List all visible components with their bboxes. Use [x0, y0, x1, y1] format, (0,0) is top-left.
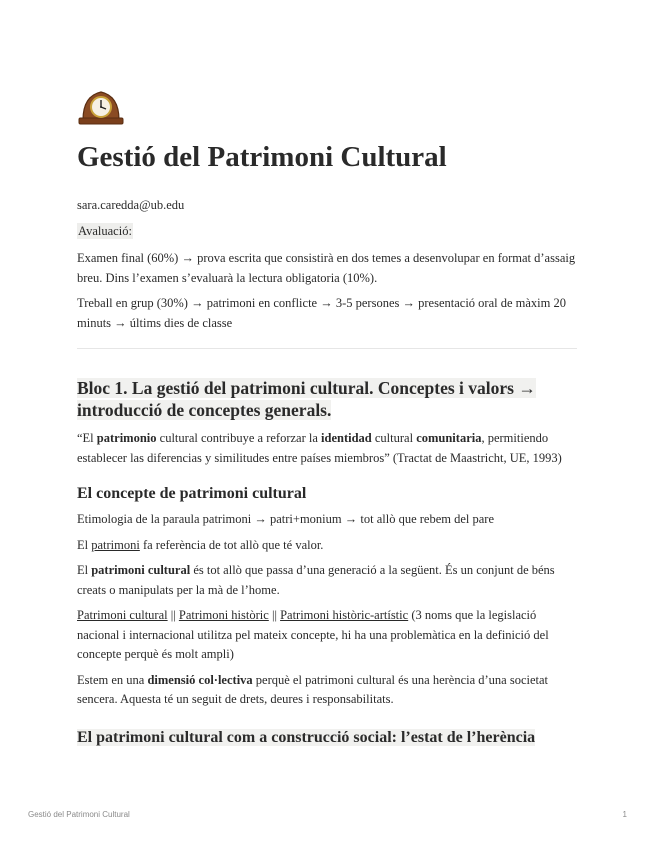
- footer-page-number: 1: [622, 810, 627, 819]
- evaluation-label: Avaluació:: [78, 224, 132, 238]
- email-text: sara.caredda@ub.edu: [77, 198, 185, 212]
- bloc1-heading: Bloc 1. La gestió del patrimoni cultural. Conceptes i valors → introducció de conceptes generals.: [77, 378, 536, 420]
- section-heading-social-construction: El patrimoni cultural com a construcció social: l’estat de l’herència: [77, 728, 536, 746]
- divider: [77, 348, 577, 349]
- collective-dimension-paragraph: Estem en una dimensió col·lectiva perquè el patrimoni cultural és una herència d’una societat sencera. Aquesta té un seguit de drets, deures i responsabilitats.: [77, 672, 549, 706]
- section-heading-concept: El concepte de patrimoni cultural: [77, 485, 307, 502]
- names-paragraph: Patrimoni cultural || Patrimoni històric || Patrimoni històric-artístic (3 noms que la legislació nacional i internacional utilitza pel mateix concepte, hi ha una problemàtica en la definició del concepte perquè és molt ampli): [77, 608, 549, 661]
- page-title: Gestió del Patrimoni Cultural: [77, 141, 447, 173]
- mantelpiece-clock-icon: [77, 86, 125, 126]
- maastricht-quote: “El patrimonio cultural contribuye a reforzar la identidad cultural comunitaria, permitiendo establecer las diferencias y similitudes entre países miembros” (Tractat de Maastricht, UE, 1993): [77, 431, 562, 465]
- footer-doc-title: Gestió del Patrimoni Cultural: [28, 810, 130, 819]
- etymology-paragraph: Etimologia de la paraula patrimoni → patri+monium → tot allò que rebem del pare: [77, 512, 494, 526]
- evaluation-exam-paragraph: Examen final (60%) → prova escrita que consistirà en dos temes a desenvolupar en format d’assaig breu. Dins l’examen s’evaluarà la lectura obligatoria (10%).: [77, 251, 576, 285]
- evaluation-group-paragraph: Treball en grup (30%) → patrimoni en conflicte → 3-5 persones → presentació oral de màxim 20 minuts → últims dies de classe: [77, 296, 566, 330]
- definition-paragraph: El patrimoni fa referència de tot allò que té valor.: [77, 537, 324, 552]
- page-content: [77, 86, 577, 748]
- bloc1-heading-wrap: [77, 377, 577, 421]
- cultural-heritage-paragraph: El patrimoni cultural és tot allò que passa d’una generació a la següent. És un conjunt de béns creats o manipulats per la mà de l’home.: [77, 563, 555, 597]
